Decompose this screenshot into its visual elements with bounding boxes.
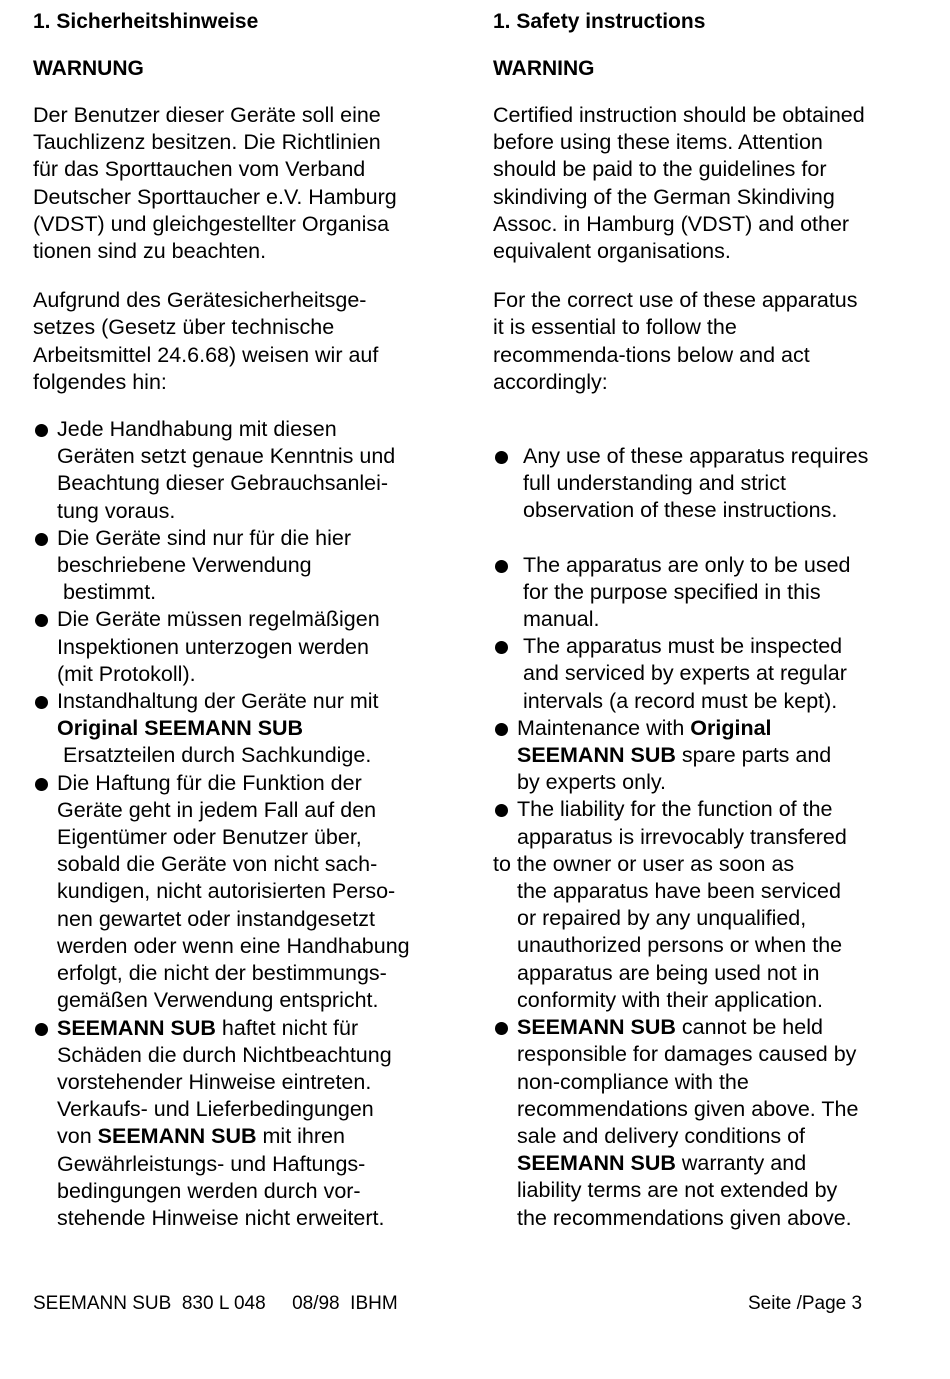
footer-document-id: SEEMANN SUB 830 L 048 08/98 IBHM xyxy=(33,1293,398,1314)
list-item: Die Geräte müssen regelmäßigen Inspektionen unterzogen werden (mit Protokoll). xyxy=(33,606,453,688)
bullet-icon xyxy=(35,424,48,437)
warning-label-en: WARNING xyxy=(493,57,595,80)
list-item: SEEMANN SUB cannot be held responsible for damages caused by non-compliance with the recommendations given above. The sale and delivery conditions of SEEMANN SUB warranty and liability terms are not extended by the recommendations given above. xyxy=(493,1014,913,1232)
bullet-icon xyxy=(495,1022,508,1035)
list-item: The apparatus are only to be used for the purpose specified in this manual. xyxy=(493,552,913,634)
list-item: The apparatus must be inspected and serviced by experts at regular intervals (a record must be kept). xyxy=(493,633,913,715)
list-item: Jede Handhabung mit diesen Geräten setzt genaue Kenntnis und Beachtung dieser Gebrauchsanlei- tung voraus. xyxy=(33,416,453,525)
bullet-icon xyxy=(35,778,48,791)
list-item: Die Haftung für die Funktion der Geräte geht in jedem Fall auf den Eigentümer oder Benutzer über, sobald die Geräte von nicht sach- kundigen, nicht autorisierten Perso- nen gewartet oder instandgesetzt werden oder wenn eine Handhabung erfolgt, die nicht der bestimmungs- gemäßen Verwendung entspricht. xyxy=(33,770,453,1015)
footer-page-number: Seite /Page 3 xyxy=(748,1293,863,1314)
english-column xyxy=(493,8,913,1232)
list-item: Instandhaltung der Geräte nur mit Original SEEMANN SUB Ersatzteilen durch Sachkundige. xyxy=(33,688,453,770)
bullet-icon xyxy=(495,804,508,817)
list-item: Die Geräte sind nur für die hier beschriebene Verwendung bestimmt. xyxy=(33,525,453,607)
list-item: The liability for the function of the apparatus is irrevocably transfered to the owner or user as soon as the apparatus have been serviced or repaired by any unqualified, unauthorized persons or when the apparatus are being used not in conformity with their application. xyxy=(493,797,847,1012)
bullet-icon xyxy=(495,451,508,464)
list-item: SEEMANN SUB haftet nicht für Schäden die durch Nichtbeachtung vorstehender Hinweise eintreten. Verkaufs- und Lieferbedingungen von SEEMANN SUB mit ihren Gewährleistungs- und Haftungs- bedingungen werden durch vor- stehende Hinweise nicht erweitert. xyxy=(33,1015,453,1233)
legal-paragraph-en: For the correct use of these apparatus it is essential to follow the recommenda-tions below and act accordingly: xyxy=(493,288,858,394)
legal-paragraph-de: Aufgrund des Gerätesicherheitsge- setzes (Gesetz über technische Arbeitsmittel 24.6.68) weisen wir auf folgendes hin: xyxy=(33,288,379,394)
bullet-list-en xyxy=(493,443,913,1232)
intro-paragraph-en: Certified instruction should be obtained before using these items. Attention should be paid to the guidelines for skindiving of the German Skindiving Assoc. in Hamburg (VDST) and other equivalent organisations. xyxy=(493,103,865,264)
bullet-icon xyxy=(35,1023,48,1036)
bullet-icon xyxy=(35,533,48,546)
bullet-icon xyxy=(495,560,508,573)
bullet-icon xyxy=(495,641,508,654)
section-heading-en: 1. Safety instructions xyxy=(493,10,706,33)
section-heading-de: 1. Sicherheitshinweise xyxy=(33,10,259,33)
warning-label-de: WARNUNG xyxy=(33,57,144,80)
bullet-icon xyxy=(35,696,48,709)
list-item: Maintenance with Original SEEMANN SUB spare parts and by experts only. xyxy=(493,715,913,797)
intro-paragraph-de: Der Benutzer dieser Geräte soll eine Tauchlizenz besitzen. Die Richtlinien für das Sporttauchen vom Verband Deutscher Sporttaucher e.V. Hamburg (VDST) und gleichgestellter Organisa tionen sind zu beachten. xyxy=(33,103,397,264)
bullet-icon xyxy=(495,723,508,736)
bullet-icon xyxy=(35,614,48,627)
german-column xyxy=(33,8,453,1232)
bullet-list-de xyxy=(33,416,453,1232)
list-item: Any use of these apparatus requires full understanding and strict observation of these instructions. xyxy=(493,443,913,525)
